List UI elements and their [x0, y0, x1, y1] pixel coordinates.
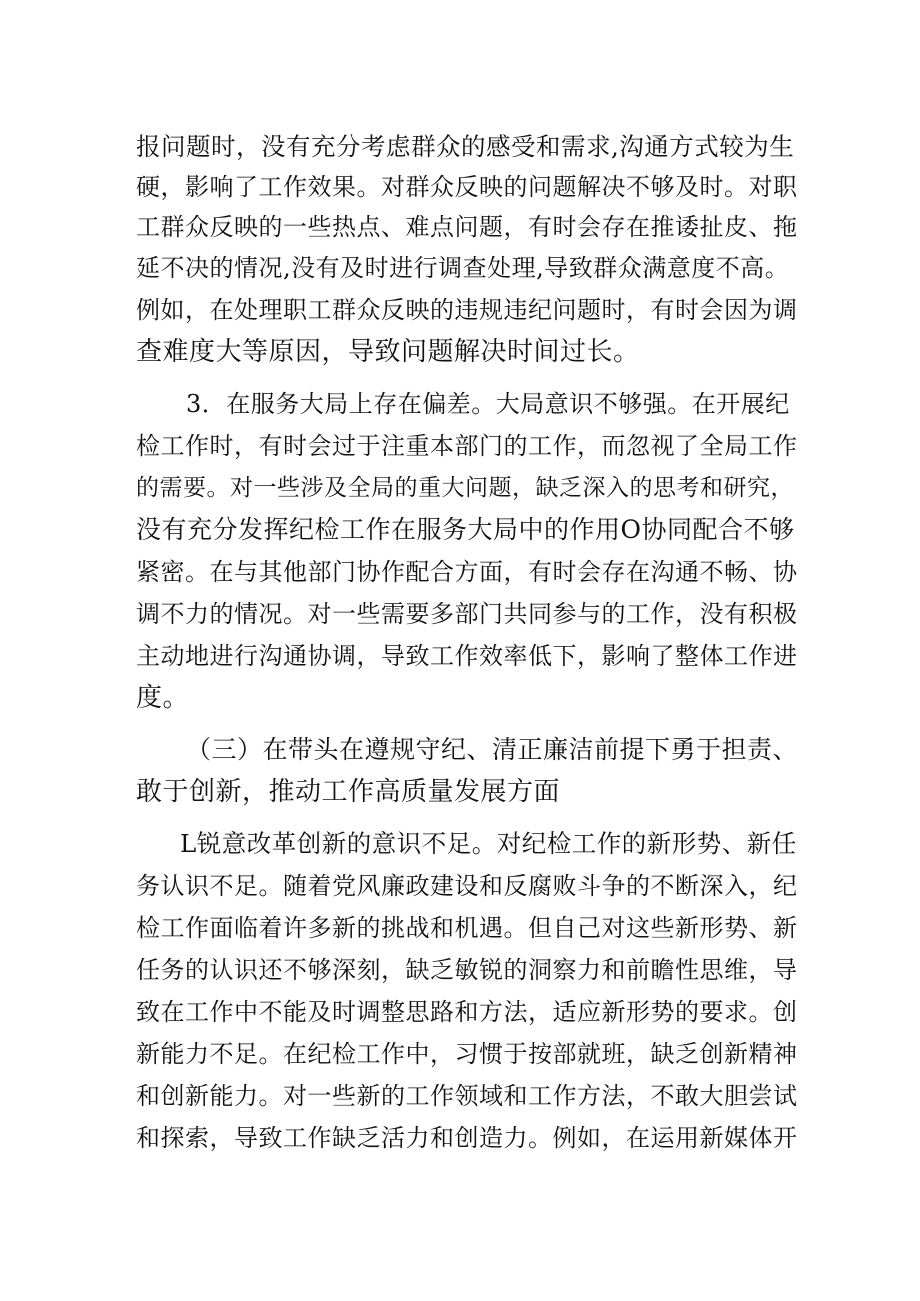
text-line: 硬，影响了工作效果。对群众反映的问题解决不够及时。对职 — [136, 173, 798, 201]
text-line: 任务的认识还不够深刻，缺乏敏锐的洞察力和前瞻性思维，导 — [136, 956, 798, 984]
text-line: 主动地进行沟通协调，导致工作效率低下，影响了整体工作进 — [136, 642, 798, 670]
text-line: 报问题时，没有充分考虑群众的感受和需求,沟通方式较为生 — [136, 132, 795, 161]
text-line: 没有充分发挥纪检工作在服务大局中的作用O协同配合不够 — [136, 515, 795, 544]
text-line: 务认识不足。随着党风廉政建设和反腐败斗争的不断深入，纪 — [136, 872, 798, 900]
text-line: L锐意改革创新的意识不足。对纪检工作的新形势、新任 — [180, 829, 797, 858]
text-line: 检工作面临着许多新的挑战和机遇。但自己对这些新形势、新 — [136, 914, 798, 942]
text-line: 的需要。对一些涉及全局的重大问题，缺乏深入的思考和研究， — [136, 475, 794, 501]
text-line: 紧密。在与其他部门协作配合方面，有时会存在沟通不畅、协 — [136, 558, 798, 586]
text-line: 和探索，导致工作缺乏活力和创造力。例如，在运用新媒体开 — [136, 1124, 798, 1152]
text-line: 调不力的情况。对一些需要多部门共同参与的工作，没有积极 — [136, 600, 798, 628]
text-line: 工群众反映的一些热点、难点问题，有时会存在推诿扯皮、拖 — [136, 213, 798, 241]
text-line: 新能力不足。在纪检工作中，习惯于按部就班，缺乏创新精神 — [136, 1040, 798, 1068]
section-heading: （三）在带头在遵规守纪、清正廉洁前提下勇于担责、 — [186, 735, 799, 764]
text-line: 和创新能力。对一些新的工作领域和工作方法，不敢大胆尝试 — [136, 1082, 798, 1110]
text-line: 查难度大等原因，导致问题解决时间过长。 — [136, 337, 640, 367]
text-line: 度。 — [136, 683, 190, 713]
text-line: 致在工作中不能及时调整思路和方法，适应新形势的要求。创 — [136, 998, 798, 1026]
section-heading: 敢于创新，推动工作高质量发展方面 — [136, 777, 561, 807]
text-line: 例如，在处理职工群众反映的违规违纪问题时，有时会因为调 — [136, 296, 798, 324]
text-line: 检工作时，有时会过于注重本部门的工作，而忽视了全局工作 — [136, 432, 798, 460]
text-line: 延不决的情况,没有及时进行调查处理,导致群众满意度不高。 — [136, 254, 790, 282]
text-line: 3．在服务大局上存在偏差。大局意识不够强。在开展纪 — [186, 390, 790, 418]
